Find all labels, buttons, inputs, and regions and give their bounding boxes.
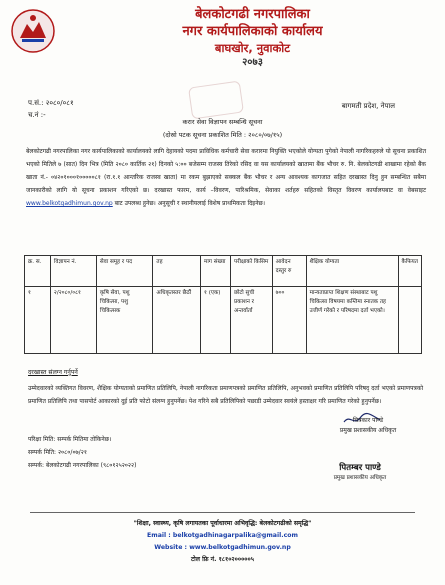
office-header	[60, 6, 445, 70]
notice-title: करार सेवा विज्ञापन सम्बन्धि सूचना	[182, 118, 263, 126]
footer-website[interactable]: Website : www.belkotgadhimun.gov.np	[154, 544, 291, 551]
established-year: २०७३	[242, 57, 263, 68]
municipality-name: बेलकोटगढी नगरपालिका	[195, 7, 310, 22]
office-address: बाघखोर, नुवाकोट	[214, 41, 291, 55]
footer-email[interactable]: Email : belkotgadhinagarpalika@gmail.com	[147, 532, 298, 539]
column-header: तह	[153, 256, 201, 287]
notice-body-text: बेलकोटगढी नगरपालिका नगर कार्यपालिकाको कार्यालयको लागि देहायको पदमा प्राविधिक कर्मचारी सेवा करारमा नियुक्ति भएकोले योग्यता पुगेको नेपाली नागरिकहरुले यो सूचना प्रकाशित भएको मितिले ७ (सात) दिन भित्र (मिति २०८० कार्तिक २१) दिनको ५:०० बजेसम्म राजस्व तिरेको रसिद वा यस कार्यालयको खातामा बैंक भौचर रु. नि. बेलकोटगढी शाखामा रहेको बैंक खाता नं.- ०४२०१०००१०००००८१ (रा.१.१ आन्तरिक राजस्व खाता) मा रकम बुझाएको सक्कल बैंक भौचर र अन्य आवश्यक कागजात सहित दरखास्त दिनु हुन सम्बन्धित सबैमा जानकारीको लागि यो सूचना प्रकाशन गरिएको छ। दरखास्त फारम, कार्य –विवरण, पारिश्रमिक, सेवाका शर्तहरु सहितको विस्तृत विवरण कार्यालयबाट वा वेबसाइट	[26, 148, 426, 194]
column-header: सेवा समूह र पद	[96, 256, 153, 287]
table-cell: १	[25, 287, 51, 354]
website-link[interactable]: www.belkotgadhimun.gov.np	[26, 200, 113, 207]
column-header: क्र. स.	[25, 256, 51, 287]
column-header: कैफियत	[398, 256, 422, 287]
column-header: माग संख्या	[201, 256, 231, 287]
table-cell: २/२०८०/०८१	[50, 287, 96, 354]
table-cell: छोटो सुची प्रकाशन र अन्तर्वार्ता	[231, 287, 273, 354]
documents-text: उम्मेदवारको व्यक्तिगत विवरण, शैक्षिक योग्यताको प्रमाणित प्रतिलिपि, नेपाली नागरिकता प्रमाणपत्रको प्रमाणित प्रतिलिपि, अनुभवको प्रमाणित प्रतिलिपि परिषद् दर्ता भएको प्रमाणपत्रको प्रमाणित प्रतिलिपि तथा पासपोर्ट आकारको दुई प्रति फोटो संलग्न हुनुपर्नेछ। पेश गरिने सबै प्रतिलिपिको पछाडी उम्मेदवार स्वयंले हस्ताक्षर गरि प्रमाणित गरेको हुनुपर्नेछ।	[28, 385, 423, 405]
exam-info	[28, 433, 137, 472]
table-header-row	[25, 256, 422, 287]
footer-divider	[30, 512, 415, 513]
column-header: विज्ञापन नं.	[50, 256, 96, 287]
signatory-block	[318, 416, 418, 436]
contact-date: सम्पर्क मिति: २०८०/०७/२१	[28, 449, 87, 456]
footer-slogan: "शिक्षा, स्वास्थ्य, कृषि लगायतका पूर्वाधारमा अभिवृद्धि: बेलकोटगढीको समृद्धि"	[133, 520, 312, 527]
signatory-title: प्रमुख प्रशासकीय अधिकृत	[339, 427, 397, 434]
column-header: आवेदन दस्तुर रु	[272, 256, 306, 287]
table-cell: अधिकृतस्तर छैठौं	[153, 287, 201, 354]
notice-body	[26, 145, 426, 210]
signatory-name: चित्रकार पाण्डे	[352, 417, 384, 424]
column-header: शैक्षिक योग्यता	[306, 256, 398, 287]
notice-subtitle: (दोस्रो पटक सूचना प्रकाशित मिति : २०८०/०७/१५)	[162, 131, 283, 139]
documents-heading: दरखास्त संलग्न गर्नुपर्ने	[28, 369, 78, 376]
stamp-name: पितम्बर पाण्डे	[339, 463, 381, 473]
nepal-emblem-icon	[10, 8, 56, 54]
province-label: बागमती प्रदेश, नेपाल	[341, 102, 395, 110]
exam-date: परिक्षा मिति: सम्पर्क मितिमा तोकिनेछ।	[28, 436, 112, 443]
stamp-title: प्रमुख प्रशासकीय अधिकृत	[333, 475, 387, 481]
table-cell: ७००	[272, 287, 306, 354]
contact-phone: सम्पर्क: बेलकोटगढी नगरपालिका (९८०१२५२०२२)	[28, 462, 137, 469]
table-row	[25, 287, 422, 354]
dispatch-number: च.नं :-	[28, 111, 46, 119]
footer-phone: टोल फ्रि नं. १८१०२०००००५	[191, 556, 254, 563]
office-stamp	[188, 81, 244, 120]
column-header: परीक्षाको किसिम	[231, 256, 273, 287]
vacancy-table	[24, 255, 422, 354]
signatory-stamp	[300, 462, 420, 481]
table-cell: १ (एक)	[201, 287, 231, 354]
office-name: नगर कार्यपालिकाको कार्यालय	[182, 24, 323, 39]
table-cell: कृषि सेवा, पशु चिकित्सा, पशु चिकित्सक	[96, 287, 153, 354]
table-cell	[398, 287, 422, 354]
table-cell: मान्यताप्राप्त शिक्षण संस्थाबाट पशु चिकित्सा विषयमा कम्तिमा स्नातक तह उत्तीर्ण गरेको र परिषदमा दर्ता भएको।	[306, 287, 398, 354]
footer	[0, 518, 445, 566]
notice-body-end: बाट उपलब्ध हुनेछ। अनुसूची र स्थानीयलाई विशेष प्राथमिकता दिइनेछ।	[114, 200, 266, 207]
reference-number: प.सं.: २०८०/०८१	[28, 99, 74, 107]
